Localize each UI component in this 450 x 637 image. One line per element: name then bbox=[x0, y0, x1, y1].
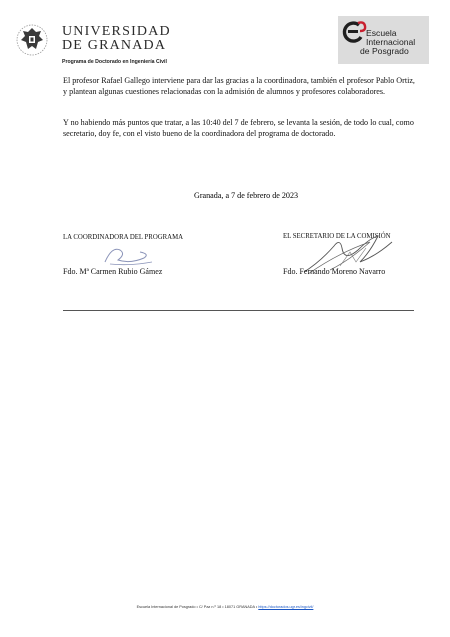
paragraph-intervention: El profesor Rafael Gallego interviene para dar las gracias a la coordinadora, también el profesor Pablo Ortiz, y plantean algunas cuestiones relacionadas con la admisión de alumnos y profesores colaboradores. bbox=[63, 76, 415, 96]
divider-line bbox=[63, 310, 414, 311]
university-crest-logo bbox=[12, 22, 52, 58]
eip-logo bbox=[338, 16, 429, 64]
left-signature-scribble bbox=[100, 240, 160, 268]
left-signature-name: Fdo. Mª Carmen Rubio Gámez bbox=[63, 267, 163, 276]
eip-line1: Escuela bbox=[366, 28, 397, 38]
footer-text: Escuela Internacional de Posgrado • C/ Paz n.º 18 • 18071 GRANADA • bbox=[136, 605, 258, 609]
paragraph-closing: Y no habiendo más puntos que tratar, a las 10:40 del 7 de febrero, se levanta la sesión, de todo lo cual, como secretario, doy fe, con el visto bueno de la coordinadora del programa de doctorado. bbox=[63, 118, 414, 138]
program-name: Programa de Doctorado en Ingeniería Civil bbox=[62, 59, 167, 65]
right-signature-name: Fdo. Fernando Moreno Navarro bbox=[283, 267, 386, 276]
page-footer bbox=[0, 605, 450, 609]
right-signature-title: EL SECRETARIO DE LA COMISIÓN bbox=[283, 233, 391, 240]
eip-line2: Internacional bbox=[366, 37, 416, 47]
date-line: Granada, a 7 de febrero de 2023 bbox=[194, 191, 299, 200]
footer-link[interactable]: https://doctorados.ugr.es/ingcivil/ bbox=[258, 605, 314, 609]
left-signature-title: LA COORDINADORA DEL PROGRAMA bbox=[63, 234, 184, 241]
eip-emblem-icon bbox=[341, 19, 367, 45]
eip-line3: de Posgrado bbox=[360, 46, 409, 56]
university-name-line2: DE GRANADA bbox=[62, 38, 167, 53]
university-name-line1: UNIVERSIDAD bbox=[62, 24, 171, 39]
